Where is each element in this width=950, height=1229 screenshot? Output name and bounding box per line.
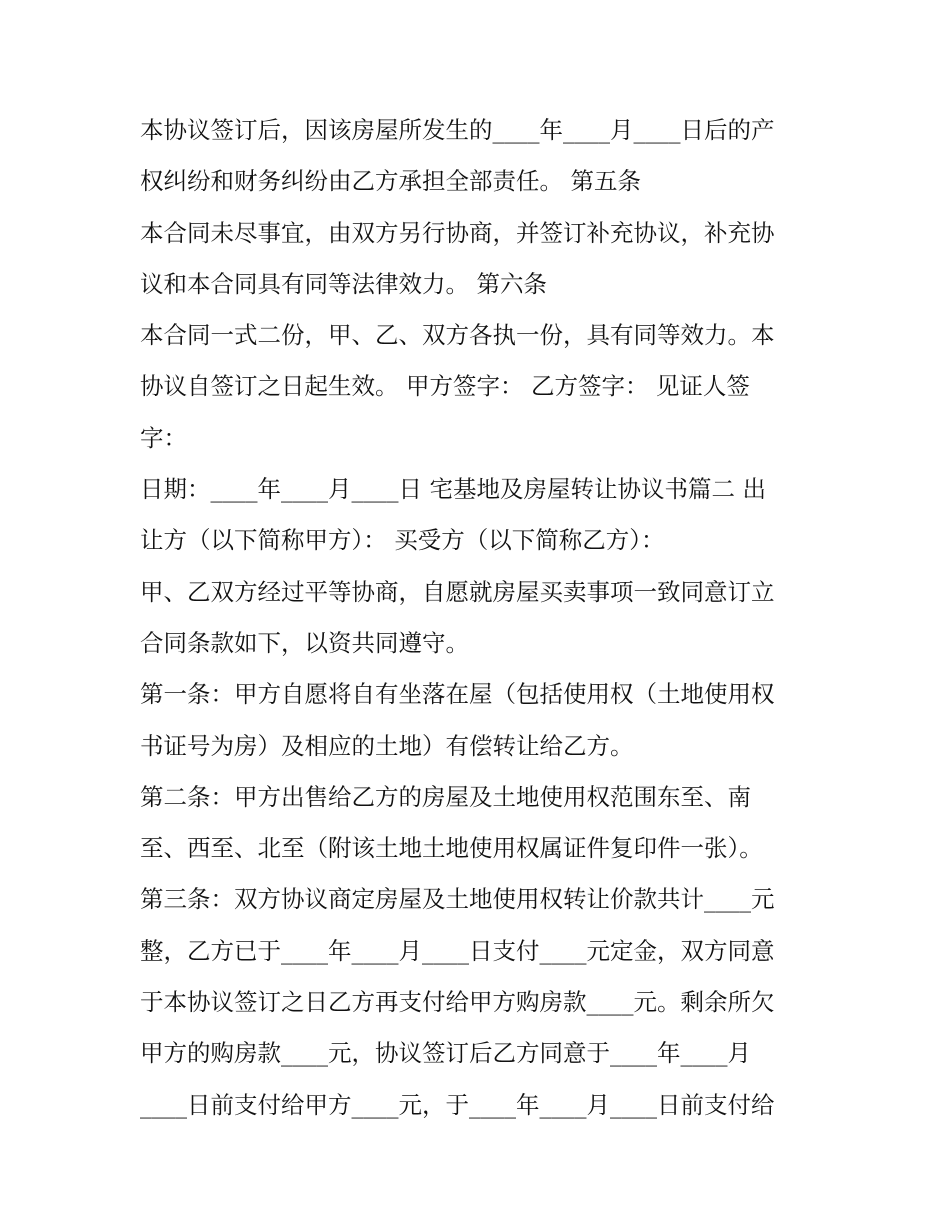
text-line: 合同条款如下，以资共同遵守。 [140, 628, 469, 657]
text-line: 于本协议签订之日乙方再支付给甲方购房款____元。剩余所欠 [140, 988, 775, 1017]
text-line: 字： [140, 423, 187, 452]
document-body [140, 105, 820, 1131]
text-line: 甲、乙双方经过平等协商，自愿就房屋买卖事项一致同意订立 [140, 577, 775, 606]
text-line: 第二条：甲方出售给乙方的房屋及土地使用权范围东至、南 [140, 782, 751, 811]
text-line: 议和本合同具有同等法律效力。 第六条 [140, 269, 547, 298]
text-line: 书证号为房）及相应的土地）有偿转让给乙方。 [140, 731, 634, 760]
text-line: 权纠纷和财务纠纷由乙方承担全部责任。 第五条 [140, 167, 641, 196]
text-line: ____日前支付给甲方____元，于____年____月____日前支付给 [140, 1090, 775, 1119]
text-line: 协议自签订之日起生效。 甲方签字： 乙方签字： 见证人签 [140, 372, 750, 401]
text-line: 整，乙方已于____年____月____日支付____元定金，双方同意 [140, 936, 775, 965]
text-line: 第一条：甲方自愿将自有坐落在屋（包括使用权（土地使用权 [140, 680, 775, 709]
text-line: 本协议签订后，因该房屋所发生的____年____月____日后的产 [140, 116, 775, 144]
text-line: 本合同未尽事宜，由双方另行协商，并签订补充协议，补充协 [140, 218, 775, 247]
text-line: 本合同一式二份，甲、乙、双方各执一份，具有同等效力。本 [140, 321, 775, 350]
text-line: 让方（以下简称甲方）： 买受方（以下简称乙方）： [140, 526, 665, 555]
text-line: 第三条：双方协议商定房屋及土地使用权转让价款共计____元 [140, 885, 775, 914]
text-line: 至、西至、北至（附该土地土地使用权属证件复印件一张）。 [140, 834, 763, 863]
text-line: 甲方的购房款____元，协议签订后乙方同意于____年____月 [140, 1039, 751, 1068]
text-line: 日期：____年____月____日 宅基地及房屋转让协议书篇二 出 [140, 475, 766, 504]
